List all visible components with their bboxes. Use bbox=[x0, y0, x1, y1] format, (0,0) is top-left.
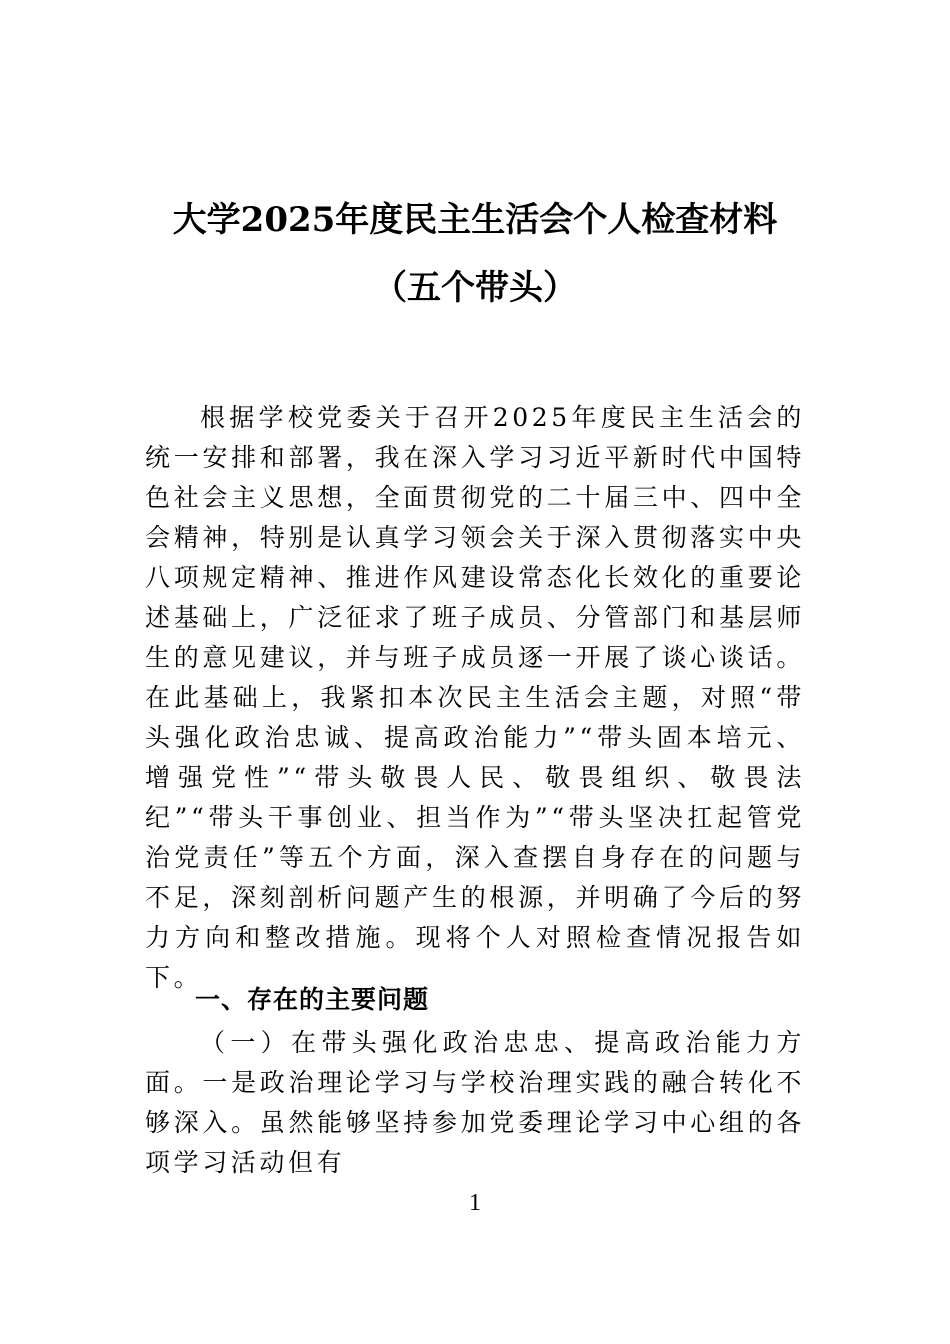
page-number: 1 bbox=[469, 1190, 481, 1216]
intro-paragraph: 根据学校党委关于召开2025年度民主生活会的统一安排和部署，我在深入学习习近平新时代中国特色社会主义思想，全面贯彻党的二十届三中、四中全会精神，特别是认真学习领会关于深入贯彻落实中央八项规定精神、推进作风建设常态化长效化的重要论述基础上，广泛征求了班子成员、分管部门和基层师生的意见建议，并与班子成员逐一开展了谈心谈话。在此基础上，我紧扣本次民主生活会主题，对照“带头强化政治忠诚、提高政治能力”“带头固本培元、增强党性”“带头敬畏人民、敬畏组织、敬畏法纪”“带头干事创业、担当作为”“带头坚决扛起管党治党责任”等五个方面，深入查摆自身存在的问题与不足，深刻剖析问题产生的根源，并明确了今后的努力方向和整改措施。现将个人对照检查情况报告如下。 bbox=[145, 403, 805, 992]
document-title: 大学2025年度民主生活会个人检查材料 bbox=[172, 200, 778, 240]
section-heading: 一、存在的主要问题 bbox=[195, 985, 430, 1014]
subsection-text: 一是政治理论学习与学校治理实践的融合转化不够深入。虽然能够坚持参加党委理论学习中心组的各项学习活动但有 bbox=[145, 1068, 805, 1177]
document-subtitle: （五个带头） bbox=[373, 268, 577, 308]
subsection-heading: （一）在带头强化政治忠忠、提高政治能力方面。 bbox=[145, 1028, 805, 1097]
subsection-paragraph bbox=[145, 1023, 805, 1183]
